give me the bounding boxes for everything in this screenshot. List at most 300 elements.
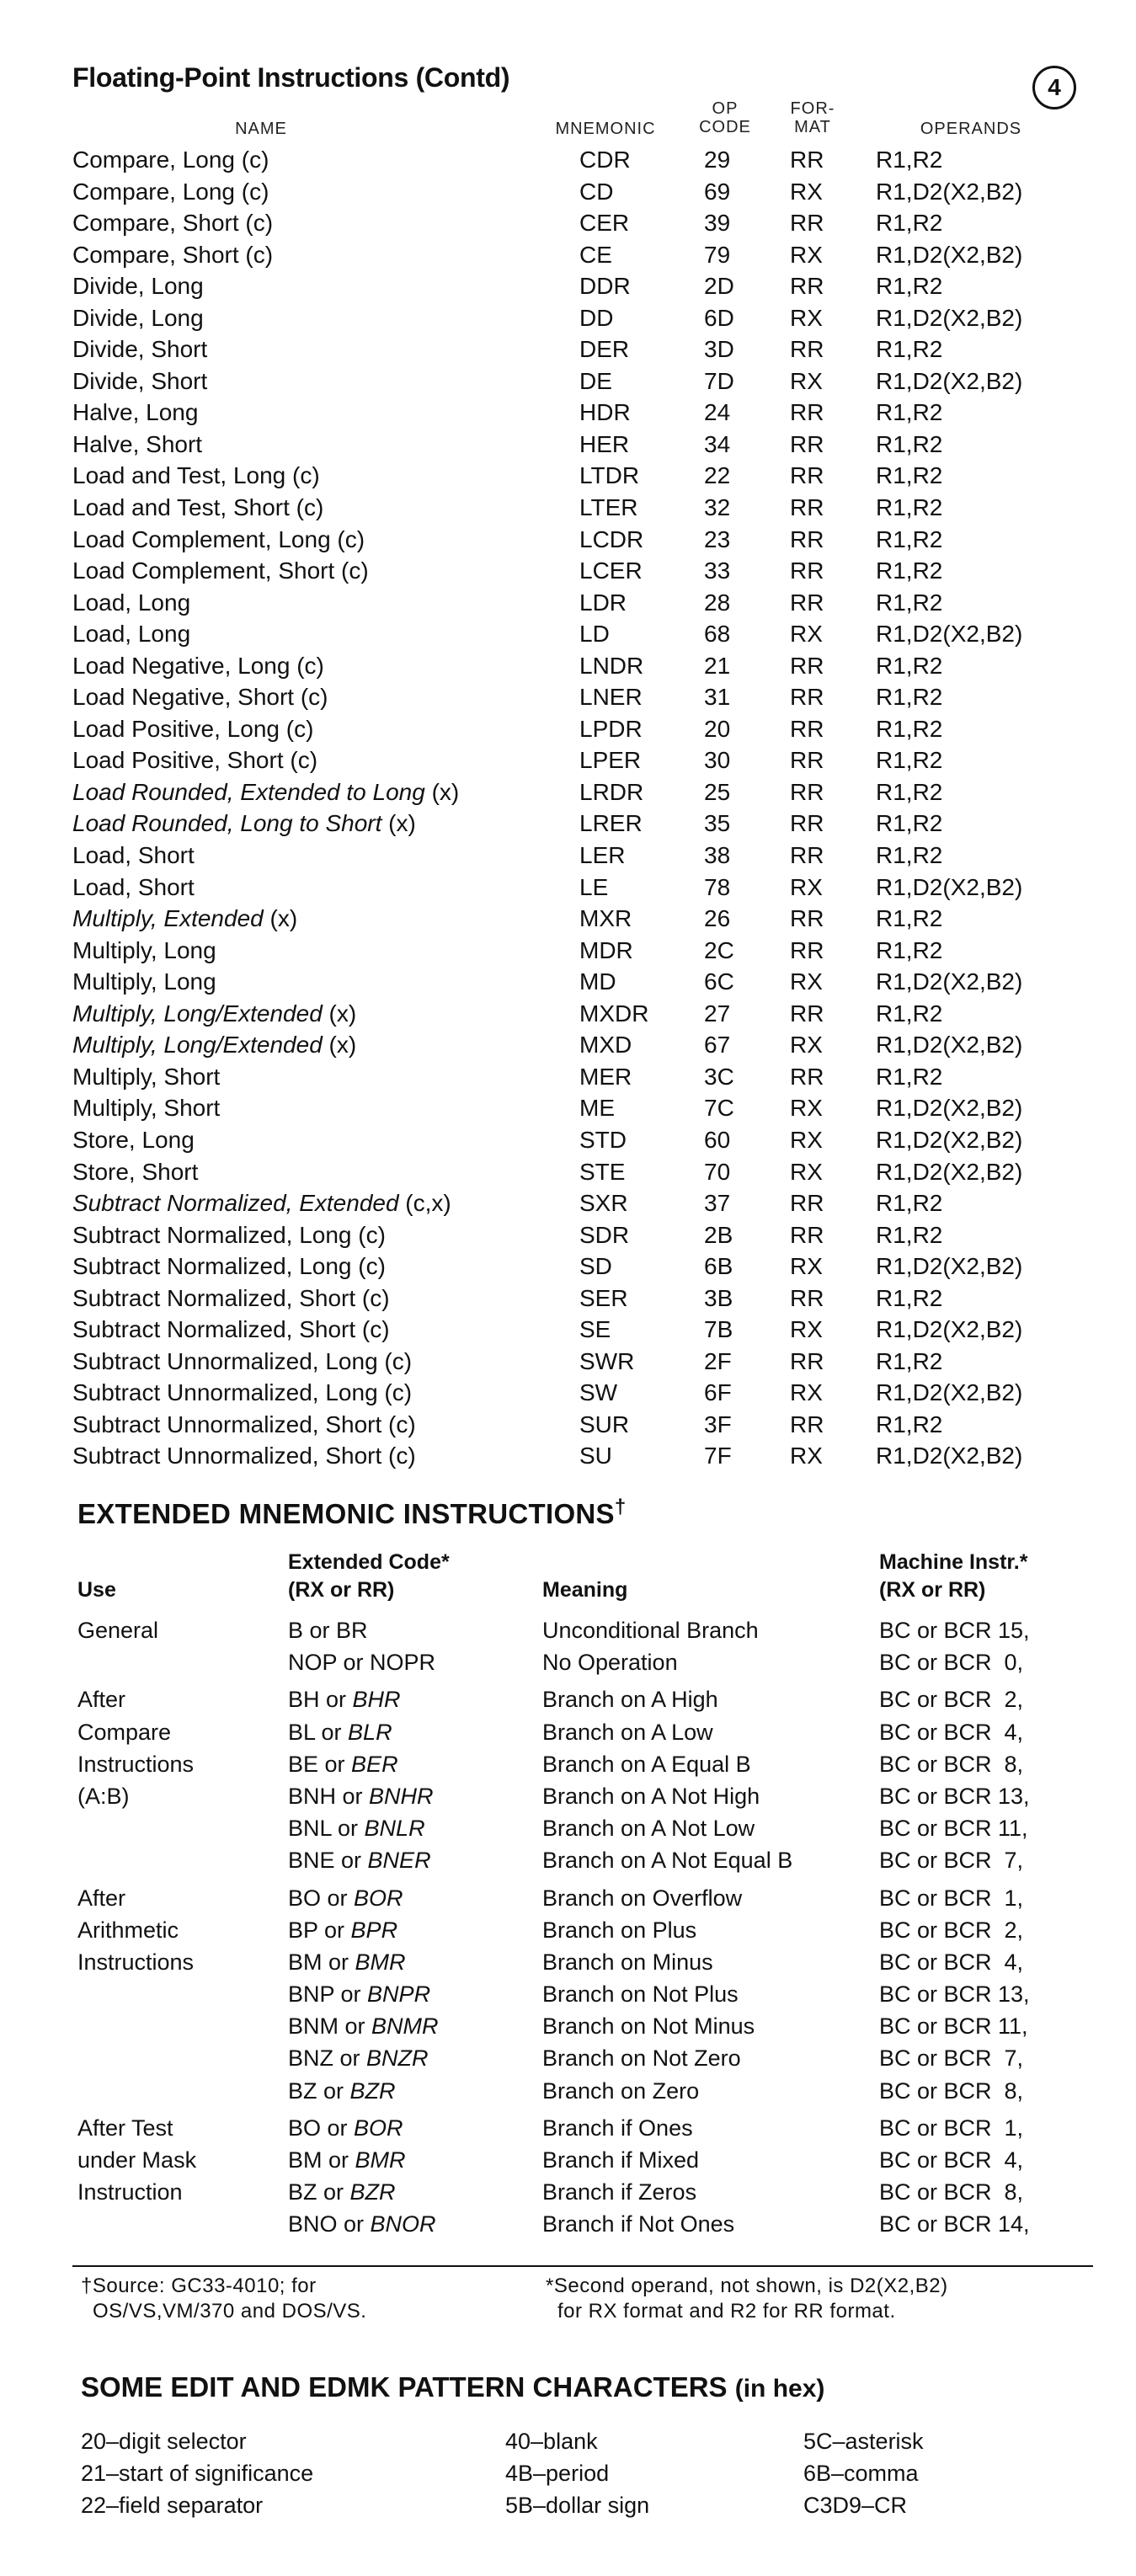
meaning-cell: No Operation: [542, 1650, 678, 1676]
format-cell: RR: [790, 462, 824, 489]
header-op-code: [696, 99, 755, 136]
extended-code-cell: [288, 2042, 429, 2074]
format-cell: RR: [790, 1000, 824, 1027]
table-row: [0, 872, 1136, 904]
format-cell: RR: [790, 430, 824, 457]
mnemonic-cell: LPER: [579, 747, 642, 774]
operands-cell: R1,R2: [876, 1411, 943, 1437]
operands-cell: R1,D2(X2,B2): [876, 178, 1023, 205]
operands-cell: R1,D2(X2,B2): [876, 1158, 1023, 1185]
instruction-name: [72, 840, 195, 872]
mnemonic-cell: LD: [579, 621, 610, 648]
rr-code: BZR: [349, 2179, 396, 2205]
format-cell: RR: [790, 1190, 824, 1217]
machine-instr-cell: BC or BCR 7,: [879, 1848, 1024, 1874]
code-separator: or: [322, 2147, 355, 2173]
table-row: [0, 966, 1136, 998]
operands-cell: R1,R2: [876, 399, 943, 426]
instruction-name: [72, 239, 273, 271]
use-cell: (A:B): [77, 1783, 130, 1809]
rx-code: BH: [288, 1687, 320, 1713]
operands-cell: R1,R2: [876, 462, 943, 489]
table-row: [0, 1440, 1136, 1472]
edit-pattern-title: [81, 2371, 824, 2403]
meaning-cell: Branch on A Equal B: [542, 1751, 751, 1777]
mnemonic-cell: SU: [579, 1443, 612, 1469]
code-separator: or: [339, 2013, 372, 2040]
meaning-cell: Branch on A High: [542, 1687, 718, 1713]
meaning-cell: Branch if Zeros: [542, 2179, 697, 2205]
op-code-cell: 3B: [704, 1284, 733, 1311]
name-suffix: (c): [381, 1443, 416, 1469]
instruction-name: [72, 270, 204, 302]
mnemonic-cell: LNER: [579, 684, 643, 711]
edit-pattern-item: 21–start of significance: [81, 2461, 314, 2486]
table-row: [0, 618, 1136, 650]
op-code-cell: 67: [704, 1032, 731, 1059]
name-text: Load Positive, Short: [72, 747, 284, 774]
table-row: [0, 365, 1136, 397]
format-cell: RR: [790, 1063, 824, 1090]
extended-code-cell: [288, 2075, 396, 2107]
instruction-name: [72, 460, 320, 492]
operands-cell: R1,D2(X2,B2): [876, 304, 1023, 331]
table-row: [0, 460, 1136, 492]
header-format: [783, 99, 842, 136]
code-separator: or: [337, 1650, 371, 1676]
use-cell: After: [77, 1885, 126, 1911]
name-suffix: (x): [263, 905, 298, 932]
table-row: [0, 1844, 1136, 1876]
mnemonic-cell: MXD: [579, 1032, 632, 1059]
name-suffix: (c): [351, 1253, 386, 1280]
format-cell: RX: [790, 1095, 823, 1122]
op-code-cell: 26: [704, 905, 731, 932]
instruction-name: [72, 1283, 390, 1315]
name-italic-text: Multiply, Extended: [72, 905, 264, 932]
table-row: [0, 2144, 1136, 2176]
rr-code: BMR: [355, 2147, 406, 2173]
mnemonic-cell: LRER: [579, 810, 643, 837]
op-code-cell: 7F: [704, 1443, 732, 1469]
format-cell: RR: [790, 905, 824, 932]
rx-code: BNL: [288, 1816, 332, 1842]
instruction-name: [72, 998, 356, 1030]
op-code-cell: 2C: [704, 936, 734, 963]
op-code-cell: 30: [704, 747, 731, 774]
instruction-name: [72, 492, 323, 524]
name-text: Subtract Normalized, Long: [72, 1221, 352, 1248]
footnote-divider: [72, 2265, 1093, 2267]
table-row: [0, 1251, 1136, 1283]
rx-code: BNM: [288, 2013, 339, 2040]
meaning-cell: Branch on Not Minus: [542, 2013, 755, 2040]
code-separator: or: [333, 2045, 367, 2072]
rr-code: BR: [336, 1618, 368, 1643]
name-suffix: (c): [355, 1284, 390, 1311]
mnemonic-cell: SER: [579, 1284, 628, 1311]
machine-instr-cell: BC or BCR 7,: [879, 2045, 1024, 2072]
code-separator: or: [317, 1917, 351, 1943]
rr-code: BNHR: [369, 1783, 434, 1809]
instruction-name: [72, 1061, 220, 1093]
format-cell: RX: [790, 1158, 823, 1185]
name-text: Subtract Normalized, Short: [72, 1316, 356, 1343]
extended-code-cell: [288, 1914, 397, 1946]
format-cell: RX: [790, 873, 823, 900]
name-text: Load, Short: [72, 842, 195, 869]
operands-cell: R1,R2: [876, 273, 943, 300]
edit-pattern-item: C3D9–CR: [803, 2493, 908, 2518]
edit-title-text: SOME EDIT AND EDMK PATTERN CHARACTERS: [81, 2371, 728, 2403]
operands-cell: R1,R2: [876, 210, 943, 237]
table-row: [0, 1716, 1136, 1748]
instruction-name: [72, 333, 207, 365]
table-row: [0, 1377, 1136, 1409]
rr-code: BHR: [352, 1687, 401, 1713]
footnote-source: [81, 2274, 519, 2324]
table-row: [0, 2075, 1136, 2107]
name-suffix: (c): [235, 178, 269, 205]
op-code-cell: 6B: [704, 1253, 733, 1280]
name-suffix: (c): [355, 1316, 390, 1343]
name-text: Subtract Unnormalized, Long: [72, 1379, 378, 1406]
mnemonic-cell: LCDR: [579, 525, 644, 552]
instruction-name: [72, 1377, 412, 1409]
page-number-badge: 4: [1032, 66, 1076, 109]
op-code-cell: 33: [704, 557, 731, 584]
format-cell: RR: [790, 684, 824, 711]
mnemonic-cell: DER: [579, 336, 630, 363]
name-suffix: (c,x): [398, 1190, 451, 1217]
header-op-code-line1: OP: [712, 99, 739, 118]
machine-instr-cell: BC or BCR 1,: [879, 1885, 1024, 1911]
instruction-name: [72, 144, 269, 176]
table-row: [0, 1156, 1136, 1188]
rr-code: BOR: [354, 2115, 403, 2141]
op-code-cell: 3D: [704, 336, 734, 363]
table-row: [0, 1914, 1136, 1946]
instruction-name: [72, 176, 269, 208]
table-row: [0, 1187, 1136, 1219]
meaning-cell: Branch on Minus: [542, 1949, 713, 1975]
operands-cell: R1,D2(X2,B2): [876, 1032, 1023, 1059]
table-row: [0, 2208, 1136, 2240]
name-suffix: (c): [294, 684, 328, 711]
code-separator: or: [318, 1751, 352, 1777]
op-code-cell: 24: [704, 399, 731, 426]
name-italic-text: Load Rounded, Extended to Long: [72, 778, 425, 805]
instruction-name: [72, 966, 216, 998]
table-row: [0, 935, 1136, 967]
rx-code: BZ: [288, 2179, 317, 2205]
code-separator: or: [331, 1816, 365, 1842]
table-row: [0, 492, 1136, 524]
meaning-cell: Branch on A Not Low: [542, 1816, 755, 1842]
name-text: Load and Test, Short: [72, 494, 290, 521]
extended-code-cell: [288, 2144, 406, 2176]
machine-instr-cell: BC or BCR 13,: [879, 1981, 1030, 2008]
code-separator: or: [321, 2115, 355, 2141]
name-suffix: (c): [334, 557, 369, 584]
operands-cell: R1,R2: [876, 747, 943, 774]
table-row: [0, 2112, 1136, 2144]
ext-header-mach-line2: (RX or RR): [879, 1578, 986, 1602]
meaning-cell: Branch on Overflow: [542, 1885, 743, 1911]
name-italic-text: Load Rounded, Long to Short: [72, 810, 382, 837]
use-cell: Instructions: [77, 1949, 195, 1975]
operands-cell: R1,R2: [876, 494, 943, 521]
operands-cell: R1,D2(X2,B2): [876, 1095, 1023, 1122]
extended-code-cell: [288, 1812, 425, 1844]
meaning-cell: Branch on A Not Equal B: [542, 1848, 793, 1874]
rr-code: BPR: [350, 1917, 398, 1943]
operands-cell: R1,D2(X2,B2): [876, 1126, 1023, 1153]
op-code-cell: 23: [704, 525, 731, 552]
op-code-cell: 21: [704, 652, 731, 679]
operands-cell: R1,R2: [876, 652, 943, 679]
name-suffix: (c): [377, 1347, 413, 1374]
operands-cell: R1,R2: [876, 778, 943, 805]
footnote-operand-line1: *Second operand, not shown, is D2(X2,B2): [546, 2275, 948, 2297]
mnemonic-cell: LTER: [579, 494, 638, 521]
instruction-name: [72, 1440, 416, 1472]
format-cell: RR: [790, 715, 824, 742]
code-separator: or: [315, 1719, 349, 1745]
code-separator: or: [336, 1783, 370, 1809]
use-cell: Instructions: [77, 1751, 195, 1777]
operands-cell: R1,R2: [876, 525, 943, 552]
name-italic-text: Multiply, Long/Extended: [72, 1000, 323, 1027]
instruction-name: [72, 524, 365, 556]
code-separator: or: [317, 2179, 350, 2205]
name-text: Multiply, Short: [72, 1095, 221, 1122]
extended-code-cell: [288, 1780, 434, 1812]
op-code-cell: 35: [704, 810, 731, 837]
ext-header-code-line1: Extended Code*: [288, 1550, 450, 1574]
operands-cell: R1,R2: [876, 1000, 943, 1027]
operands-cell: R1,R2: [876, 715, 943, 742]
operands-cell: R1,R2: [876, 557, 943, 584]
table-row: [0, 1409, 1136, 1441]
ext-header-code: [288, 1549, 450, 1604]
instruction-name: [72, 1409, 416, 1441]
machine-instr-cell: BC or BCR 4,: [879, 2147, 1024, 2173]
operands-cell: R1,D2(X2,B2): [876, 367, 1023, 394]
table-row: [0, 555, 1136, 587]
extended-code-cell: [288, 2112, 403, 2144]
machine-instr-cell: BC or BCR 8,: [879, 2179, 1024, 2205]
name-text: Divide, Short: [72, 336, 208, 363]
operands-cell: R1,D2(X2,B2): [876, 1379, 1023, 1406]
table-row: [0, 1946, 1136, 1978]
table-row: [0, 650, 1136, 682]
code-separator: or: [317, 2077, 350, 2104]
instruction-name: [72, 207, 273, 239]
mnemonic-cell: MDR: [579, 936, 633, 963]
name-text: Compare, Long: [72, 178, 236, 205]
extended-title-text: EXTENDED MNEMONIC INSTRUCTIONS: [77, 1498, 615, 1529]
mnemonic-cell: LE: [579, 873, 609, 900]
op-code-cell: 25: [704, 778, 731, 805]
header-name: NAME: [235, 120, 287, 138]
table-row: [0, 903, 1136, 935]
name-suffix: (x): [381, 810, 416, 837]
rx-code: BZ: [288, 2077, 317, 2104]
format-cell: RR: [790, 747, 824, 774]
mnemonic-cell: HER: [579, 430, 630, 457]
meaning-cell: Branch on Not Plus: [542, 1981, 739, 2008]
table-row: [0, 207, 1136, 239]
instruction-name: [72, 903, 297, 935]
mnemonic-cell: LNDR: [579, 652, 644, 679]
table-row: [0, 1124, 1136, 1156]
rx-code: BNZ: [288, 2045, 333, 2072]
format-cell: RX: [790, 1253, 823, 1280]
table-row: [0, 1061, 1136, 1093]
op-code-cell: 3C: [704, 1063, 734, 1090]
name-text: Subtract Unnormalized, Short: [72, 1443, 382, 1469]
table-row: [0, 333, 1136, 365]
instruction-name: [72, 808, 416, 840]
use-cell: Arithmetic: [77, 1917, 179, 1943]
operands-cell: R1,R2: [876, 1063, 943, 1090]
ext-header-code-line2: (RX or RR): [288, 1578, 395, 1602]
table-row: [0, 1882, 1136, 1914]
edit-pattern-item: 40–blank: [505, 2429, 598, 2454]
footnote-second-operand: [546, 2274, 1093, 2324]
edit-pattern-item: 22–field separator: [81, 2493, 264, 2518]
header-format-line1: FOR-: [790, 99, 835, 118]
table-row: [0, 1978, 1136, 2010]
table-row: [0, 1614, 1136, 1646]
machine-instr-cell: BC or BCR 4,: [879, 1719, 1024, 1745]
use-cell: Instruction: [77, 2179, 183, 2205]
extended-code-cell: [288, 2176, 396, 2208]
machine-instr-cell: BC or BCR 2,: [879, 1917, 1024, 1943]
op-code-cell: 39: [704, 210, 731, 237]
extended-code-cell: [288, 1844, 431, 1876]
footnote-operand-line2: for RX format and R2 for RR format.: [557, 2300, 896, 2323]
op-code-cell: 28: [704, 589, 731, 616]
operands-cell: R1,R2: [876, 1190, 943, 1217]
op-code-cell: 78: [704, 873, 731, 900]
meaning-cell: Branch on A Low: [542, 1719, 713, 1745]
op-code-cell: 34: [704, 430, 731, 457]
format-cell: RX: [790, 367, 823, 394]
code-separator: or: [334, 1981, 368, 2008]
rx-code: BP: [288, 1917, 318, 1943]
extended-code-cell: [288, 1946, 406, 1978]
name-text: Compare, Short: [72, 241, 239, 268]
mnemonic-cell: CD: [579, 178, 614, 205]
name-suffix: (c): [285, 462, 320, 489]
extended-code-cell: [288, 1716, 392, 1748]
table-row: [0, 1092, 1136, 1124]
instruction-name: [72, 1219, 386, 1251]
instruction-name: [72, 650, 324, 682]
table-row: [0, 176, 1136, 208]
rr-code: BNLR: [364, 1816, 425, 1842]
dagger-mark: †: [614, 1496, 627, 1518]
table-row: [0, 144, 1136, 176]
mnemonic-cell: ME: [579, 1095, 615, 1122]
meaning-cell: Branch if Not Ones: [542, 2211, 735, 2237]
name-text: Load and Test, Long: [72, 462, 286, 489]
instruction-name: [72, 872, 195, 904]
table-row: [0, 1346, 1136, 1378]
mnemonic-cell: CER: [579, 210, 630, 237]
name-text: Multiply, Long: [72, 936, 216, 963]
op-code-cell: 60: [704, 1126, 731, 1153]
meaning-cell: Branch if Mixed: [542, 2147, 700, 2173]
table-row: [0, 587, 1136, 619]
rx-code: BNE: [288, 1848, 335, 1874]
name-text: Subtract Unnormalized, Short: [72, 1411, 382, 1437]
operands-cell: R1,R2: [876, 842, 943, 869]
rr-code: BNMR: [371, 2013, 439, 2040]
meaning-cell: Branch if Ones: [542, 2115, 693, 2141]
operands-cell: R1,R2: [876, 1221, 943, 1248]
name-text: Compare, Long: [72, 147, 236, 173]
table-row: [0, 1683, 1136, 1715]
name-text: Halve, Short: [72, 430, 203, 457]
op-code-cell: 6D: [704, 304, 734, 331]
instruction-name: [72, 1314, 390, 1346]
mnemonic-cell: SDR: [579, 1221, 630, 1248]
operands-cell: R1,R2: [876, 905, 943, 932]
use-cell: Compare: [77, 1719, 172, 1745]
format-cell: RR: [790, 810, 824, 837]
header-mnemonic: MNEMONIC: [555, 120, 656, 138]
operands-cell: R1,D2(X2,B2): [876, 968, 1023, 995]
table-row: [0, 744, 1136, 776]
name-text: Load Complement, Long: [72, 525, 331, 552]
op-code-cell: 7B: [704, 1316, 733, 1343]
op-code-cell: 32: [704, 494, 731, 521]
table-row: [0, 713, 1136, 745]
format-cell: RX: [790, 968, 823, 995]
instruction-name: [72, 365, 207, 397]
format-cell: RR: [790, 399, 824, 426]
floating-point-title: Floating-Point Instructions (Contd): [72, 62, 510, 93]
edit-pattern-item: 6B–comma: [803, 2461, 919, 2486]
format-cell: RR: [790, 147, 824, 173]
name-text: Load Positive, Long: [72, 715, 280, 742]
name-text: Subtract Unnormalized, Long: [72, 1347, 378, 1374]
table-row: [0, 1646, 1136, 1678]
mnemonic-cell: DDR: [579, 273, 631, 300]
table-row: [0, 2176, 1136, 2208]
operands-cell: R1,R2: [876, 810, 943, 837]
name-text: Store, Short: [72, 1158, 199, 1185]
mnemonic-cell: LDR: [579, 589, 627, 616]
mnemonic-cell: SXR: [579, 1190, 628, 1217]
name-suffix: (c): [238, 241, 274, 268]
format-cell: RR: [790, 210, 824, 237]
rx-code: BL: [288, 1719, 316, 1745]
ext-header-machine-instr: [879, 1549, 1027, 1604]
instruction-name: [72, 935, 216, 967]
op-code-cell: 7C: [704, 1095, 734, 1122]
mnemonic-cell: SWR: [579, 1347, 635, 1374]
op-code-cell: 6F: [704, 1379, 732, 1406]
rr-code: BNZR: [366, 2045, 429, 2072]
machine-instr-cell: BC or BCR 15,: [879, 1618, 1030, 1643]
mnemonic-cell: SUR: [579, 1411, 630, 1437]
operands-cell: R1,D2(X2,B2): [876, 1316, 1023, 1343]
rr-code: BER: [351, 1751, 398, 1777]
